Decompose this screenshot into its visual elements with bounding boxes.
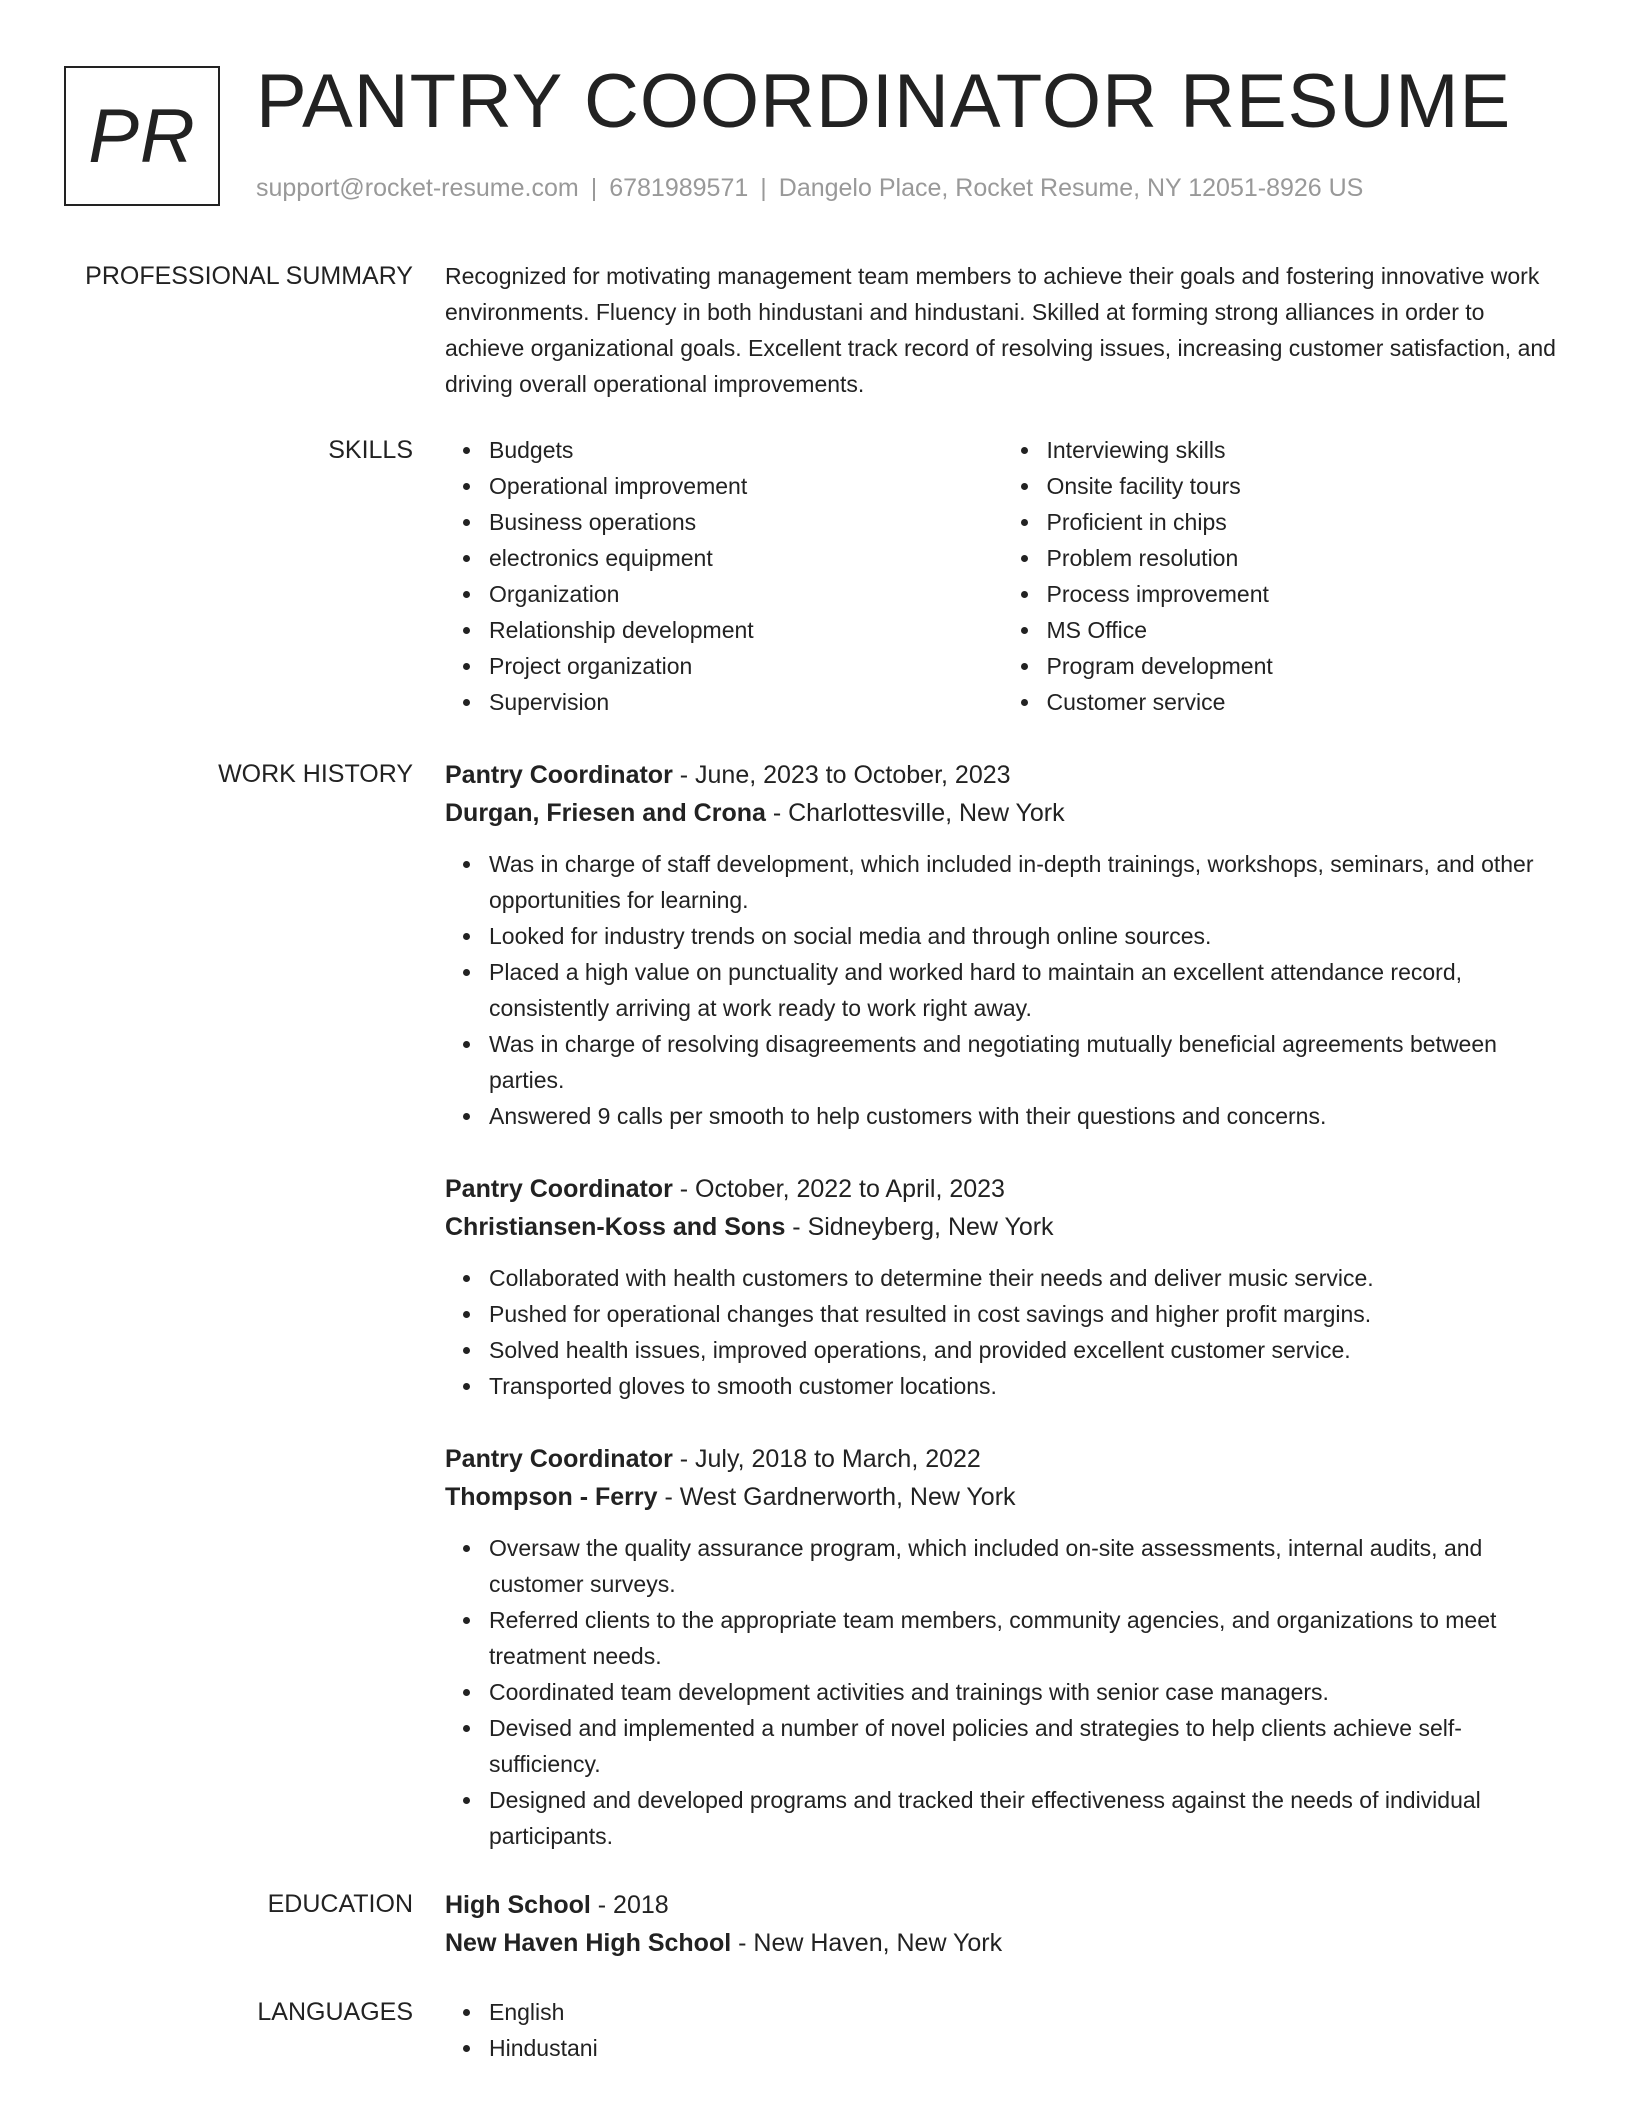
contact-line: [256, 174, 1363, 203]
job-title: Pantry Coordinator: [445, 1445, 673, 1473]
job-company: Christiansen-Koss and Sons: [445, 1213, 786, 1241]
job-bullet-list: [445, 1530, 1560, 1854]
skill-item: Customer service: [1047, 684, 1561, 720]
skill-item: MS Office: [1047, 612, 1561, 648]
job-location: - West Gardnerworth, New York: [657, 1483, 1016, 1511]
job-bullet-list: [445, 846, 1560, 1134]
job-bullet: Looked for industry trends on social media and through online sources.: [489, 918, 1560, 954]
page-title: PANTRY COORDINATOR RESUME: [256, 59, 1512, 144]
job-company: Durgan, Friesen and Crona: [445, 799, 766, 827]
monogram-initials: PR: [88, 93, 196, 179]
skill-item: Interviewing skills: [1047, 432, 1561, 468]
job-bullet: Answered 9 calls per smooth to help customers with their questions and concerns.: [489, 1098, 1560, 1134]
skill-item: Business operations: [489, 504, 1003, 540]
job-title-line: [445, 1170, 1560, 1208]
job-entry: [445, 1440, 1560, 1854]
job-location: - Sidneyberg, New York: [785, 1213, 1054, 1241]
education-school-line: [445, 1924, 1560, 1962]
job-title: Pantry Coordinator: [445, 1175, 673, 1203]
skill-item: electronics equipment: [489, 540, 1003, 576]
job-bullet: Was in charge of staff development, which included in-depth trainings, workshops, seminars, and other opportunities for learning.: [489, 846, 1560, 918]
skill-item: Organization: [489, 576, 1003, 612]
job-bullet: Collaborated with health customers to determine their needs and deliver music service.: [489, 1260, 1560, 1296]
skill-item: Process improvement: [1047, 576, 1561, 612]
job-entry: [445, 756, 1560, 1134]
job-title: Pantry Coordinator: [445, 761, 673, 789]
job-location: - Charlottesville, New York: [765, 799, 1065, 827]
job-bullet: Devised and implemented a number of novel policies and strategies to help clients achieve self-sufficiency.: [489, 1710, 1560, 1782]
job-dates: - July, 2018 to March, 2022: [672, 1445, 981, 1473]
skill-item: Operational improvement: [489, 468, 1003, 504]
skill-item: Relationship development: [489, 612, 1003, 648]
skills-body: [445, 432, 1560, 720]
skills-list-left: [445, 432, 1003, 720]
job-company-line: [445, 1208, 1560, 1246]
job-bullet: Oversaw the quality assurance program, which included on-site assessments, internal audits, and customer surveys.: [489, 1530, 1560, 1602]
education-body: [445, 1886, 1560, 1962]
job-bullet: Solved health issues, improved operations, and provided excellent customer service.: [489, 1332, 1560, 1368]
job-bullet-list: [445, 1260, 1560, 1404]
job-title-line: [445, 1440, 1560, 1478]
skill-item: Supervision: [489, 684, 1003, 720]
skill-item: Program development: [1047, 648, 1561, 684]
monogram-box: [64, 66, 220, 206]
job-company-line: [445, 794, 1560, 832]
job-bullet: Referred clients to the appropriate team members, community agencies, and organizations to meet treatment needs.: [489, 1602, 1560, 1674]
education-degree-line: [445, 1886, 1560, 1924]
education-degree: High School: [445, 1891, 591, 1919]
job-title-line: [445, 756, 1560, 794]
job-dates: - June, 2023 to October, 2023: [672, 761, 1011, 789]
skill-item: Budgets: [489, 432, 1003, 468]
contact-email: support@rocket-resume.com: [256, 174, 579, 202]
languages-body: [445, 1994, 1560, 2066]
languages-list: [445, 1994, 1560, 2066]
skill-item: Proficient in chips: [1047, 504, 1561, 540]
education-location: - New Haven, New York: [731, 1929, 1003, 1957]
job-bullet: Transported gloves to smooth customer locations.: [489, 1368, 1560, 1404]
language-item: Hindustani: [489, 2030, 1560, 2066]
contact-separator: |: [590, 174, 598, 202]
job-company-line: [445, 1478, 1560, 1516]
contact-phone: 6781989571: [609, 174, 749, 202]
job-bullet: Placed a high value on punctuality and worked hard to maintain an excellent attendance record, consistently arriving at work ready to work right away.: [489, 954, 1560, 1026]
skills-list-right: [1003, 432, 1561, 720]
section-label-work: WORK HISTORY: [218, 760, 413, 788]
education-year: - 2018: [590, 1891, 669, 1919]
skill-item: Onsite facility tours: [1047, 468, 1561, 504]
skill-item: Project organization: [489, 648, 1003, 684]
job-bullet: Designed and developed programs and tracked their effectiveness against the needs of individual participants.: [489, 1782, 1560, 1854]
skill-item: Problem resolution: [1047, 540, 1561, 576]
education-school: New Haven High School: [445, 1929, 732, 1957]
summary-text: Recognized for motivating management team members to achieve their goals and fostering innovative work environments. Fluency in both hindustani and hindustani. Skilled at forming strong alliances in order to achieve organizational goals. Excellent track record of resolving issues, increasing customer satisfaction, and driving overall operational improvements.: [445, 263, 1556, 397]
contact-address: Dangelo Place, Rocket Resume, NY 12051-8926 US: [778, 174, 1364, 202]
job-bullet: Pushed for operational changes that resulted in cost savings and higher profit margins.: [489, 1296, 1560, 1332]
job-bullet: Was in charge of resolving disagreements and negotiating mutually beneficial agreements between parties.: [489, 1026, 1560, 1098]
section-label-languages: LANGUAGES: [257, 1998, 413, 2026]
job-company: Thompson - Ferry: [445, 1483, 658, 1511]
section-label-skills: SKILLS: [328, 436, 413, 464]
job-bullet: Coordinated team development activities and trainings with senior case managers.: [489, 1674, 1560, 1710]
contact-separator: |: [760, 174, 767, 202]
job-entry: [445, 1170, 1560, 1404]
work-history-body: [445, 756, 1560, 1890]
section-label-summary: PROFESSIONAL SUMMARY: [85, 262, 413, 290]
job-dates: - October, 2022 to April, 2023: [672, 1175, 1005, 1203]
section-label-education: EDUCATION: [267, 1890, 413, 1918]
language-item: English: [489, 1994, 1560, 2030]
